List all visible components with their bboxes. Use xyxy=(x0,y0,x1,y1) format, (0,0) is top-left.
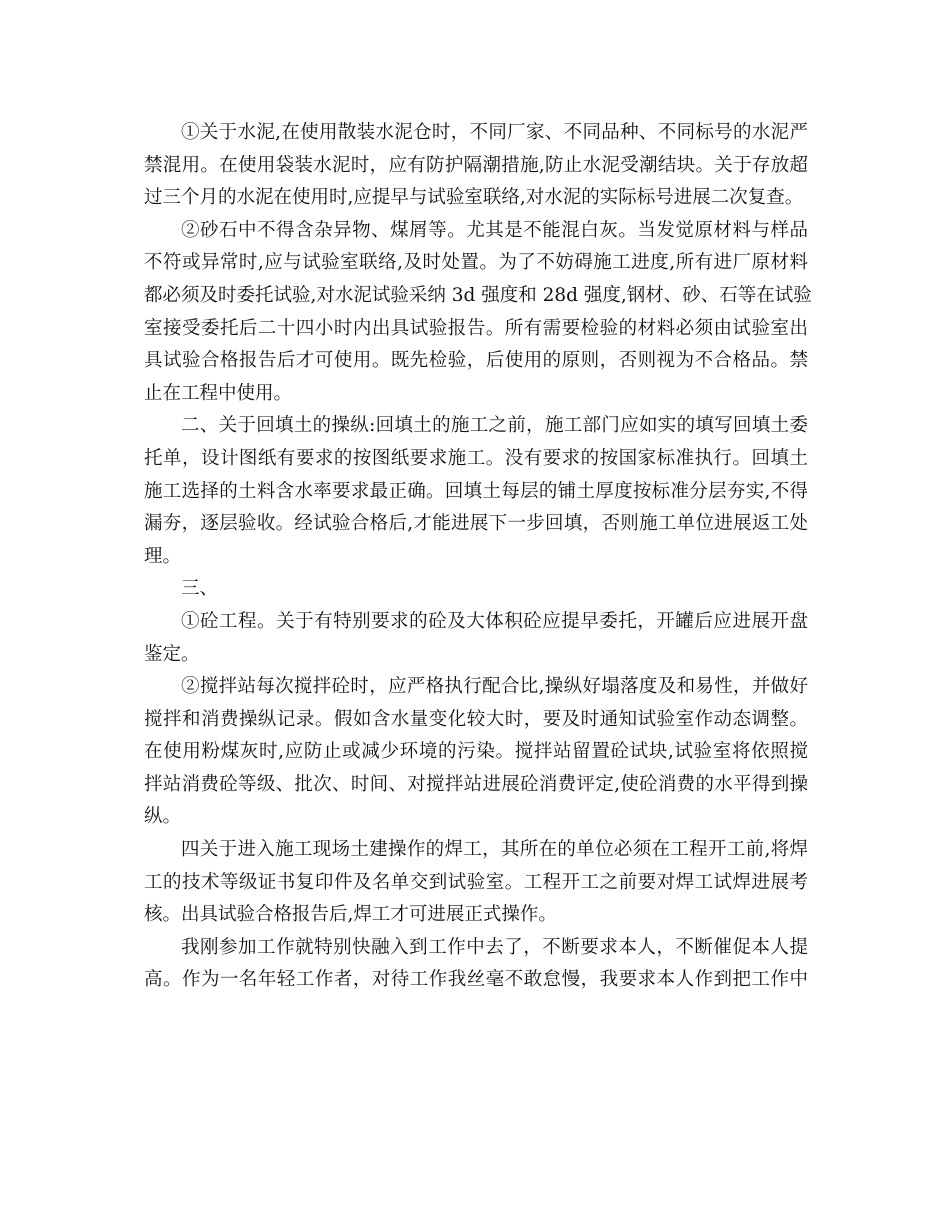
text-line: ①砼工程。关于有特别要求的砼及大体积砼应提早委托，开罐后应进展开盘 xyxy=(181,610,808,632)
text-line: 纵。 xyxy=(144,806,182,828)
text-line: 四关于进入施工现场土建操作的焊工，其所在的单位必须在工程开工前,将焊 xyxy=(181,839,808,861)
text-line: 禁混用。在使用袋装水泥时，应有防护隔潮措施,防止水泥受潮结块。关于存放超 xyxy=(144,154,808,176)
text-line: 工的技术等级证书复印件及名单交到试验室。工程开工之前要对焊工试焊进展考 xyxy=(144,871,808,893)
text-line: 具试验合格报告后才可使用。既先检验，后使用的原则，否则视为不合格品。禁 xyxy=(144,350,808,372)
text-line: 二、关于回填土的操纵:回填土的施工之前，施工部门应如实的填写回填土委 xyxy=(181,415,808,437)
text-line: 三、 xyxy=(181,578,219,600)
text-line: ②砂石中不得含杂异物、煤屑等。尤其是不能混白灰。当发觉原材料与样品 xyxy=(181,219,808,241)
text-line: 搅拌和消费操纵记录。假如含水量变化较大时，要及时通知试验室作动态调整。 xyxy=(144,708,808,730)
text-line: 止在工程中使用。 xyxy=(144,382,293,404)
text-line: ②搅拌站每次搅拌砼时，应严格执行配合比,操纵好塌落度及和易性，并做好 xyxy=(181,676,808,698)
text-line: 在使用粉煤灰时,应防止或减少环境的污染。搅拌站留置砼试块,试验室将依照搅 xyxy=(144,741,808,763)
text-line: 托单，设计图纸有要求的按图纸要求施工。没有要求的按国家标准执行。回填土 xyxy=(144,447,808,469)
text-line: ①关于水泥,在使用散装水泥仓时，不同厂家、不同品种、不同标号的水泥严 xyxy=(181,122,808,143)
text-line: 施工选择的土料含水率要求最正确。回填土每层的铺土厚度按标准分层夯实,不得 xyxy=(144,480,808,502)
text-line: 我刚参加工作就特别快融入到工作中去了，不断要求本人，不断催促本人提 xyxy=(181,936,808,958)
text-line: 室接受委托后二十四小时内出具试验报告。所有需要检验的材料必须由试验室出 xyxy=(144,317,808,339)
text-line: 鉴定。 xyxy=(144,643,200,665)
text-line: 不符或异常时,应与试验室联络,及时处置。为了不妨碍施工进度,所有进厂原材料 xyxy=(144,252,808,274)
document-body xyxy=(144,117,812,997)
text-line: 漏夯，逐层验收。经试验合格后,才能进展下一步回填，否则施工单位进展返工处 xyxy=(144,513,808,535)
text-line: 拌站消费砼等级、批次、时间、对搅拌站进展砼消费评定,使砼消费的水平得到操 xyxy=(144,773,808,795)
text-line: 都必须及时委托试验,对水泥试验采纳 3d 强度和 28d 强度,钢材、砂、石等在试验 xyxy=(144,284,812,306)
text-line: 核。出具试验合格报告后,焊工才可进展正式操作。 xyxy=(144,904,557,926)
text-line: 高。作为一名年轻工作者，对待工作我丝毫不敢怠慢，我要求本人作到把工作中 xyxy=(144,969,808,991)
text-line: 过三个月的水泥在使用时,应提早与试验室联络,对水泥的实际标号进展二次复查。 xyxy=(144,187,804,209)
text-line: 理。 xyxy=(144,545,182,567)
